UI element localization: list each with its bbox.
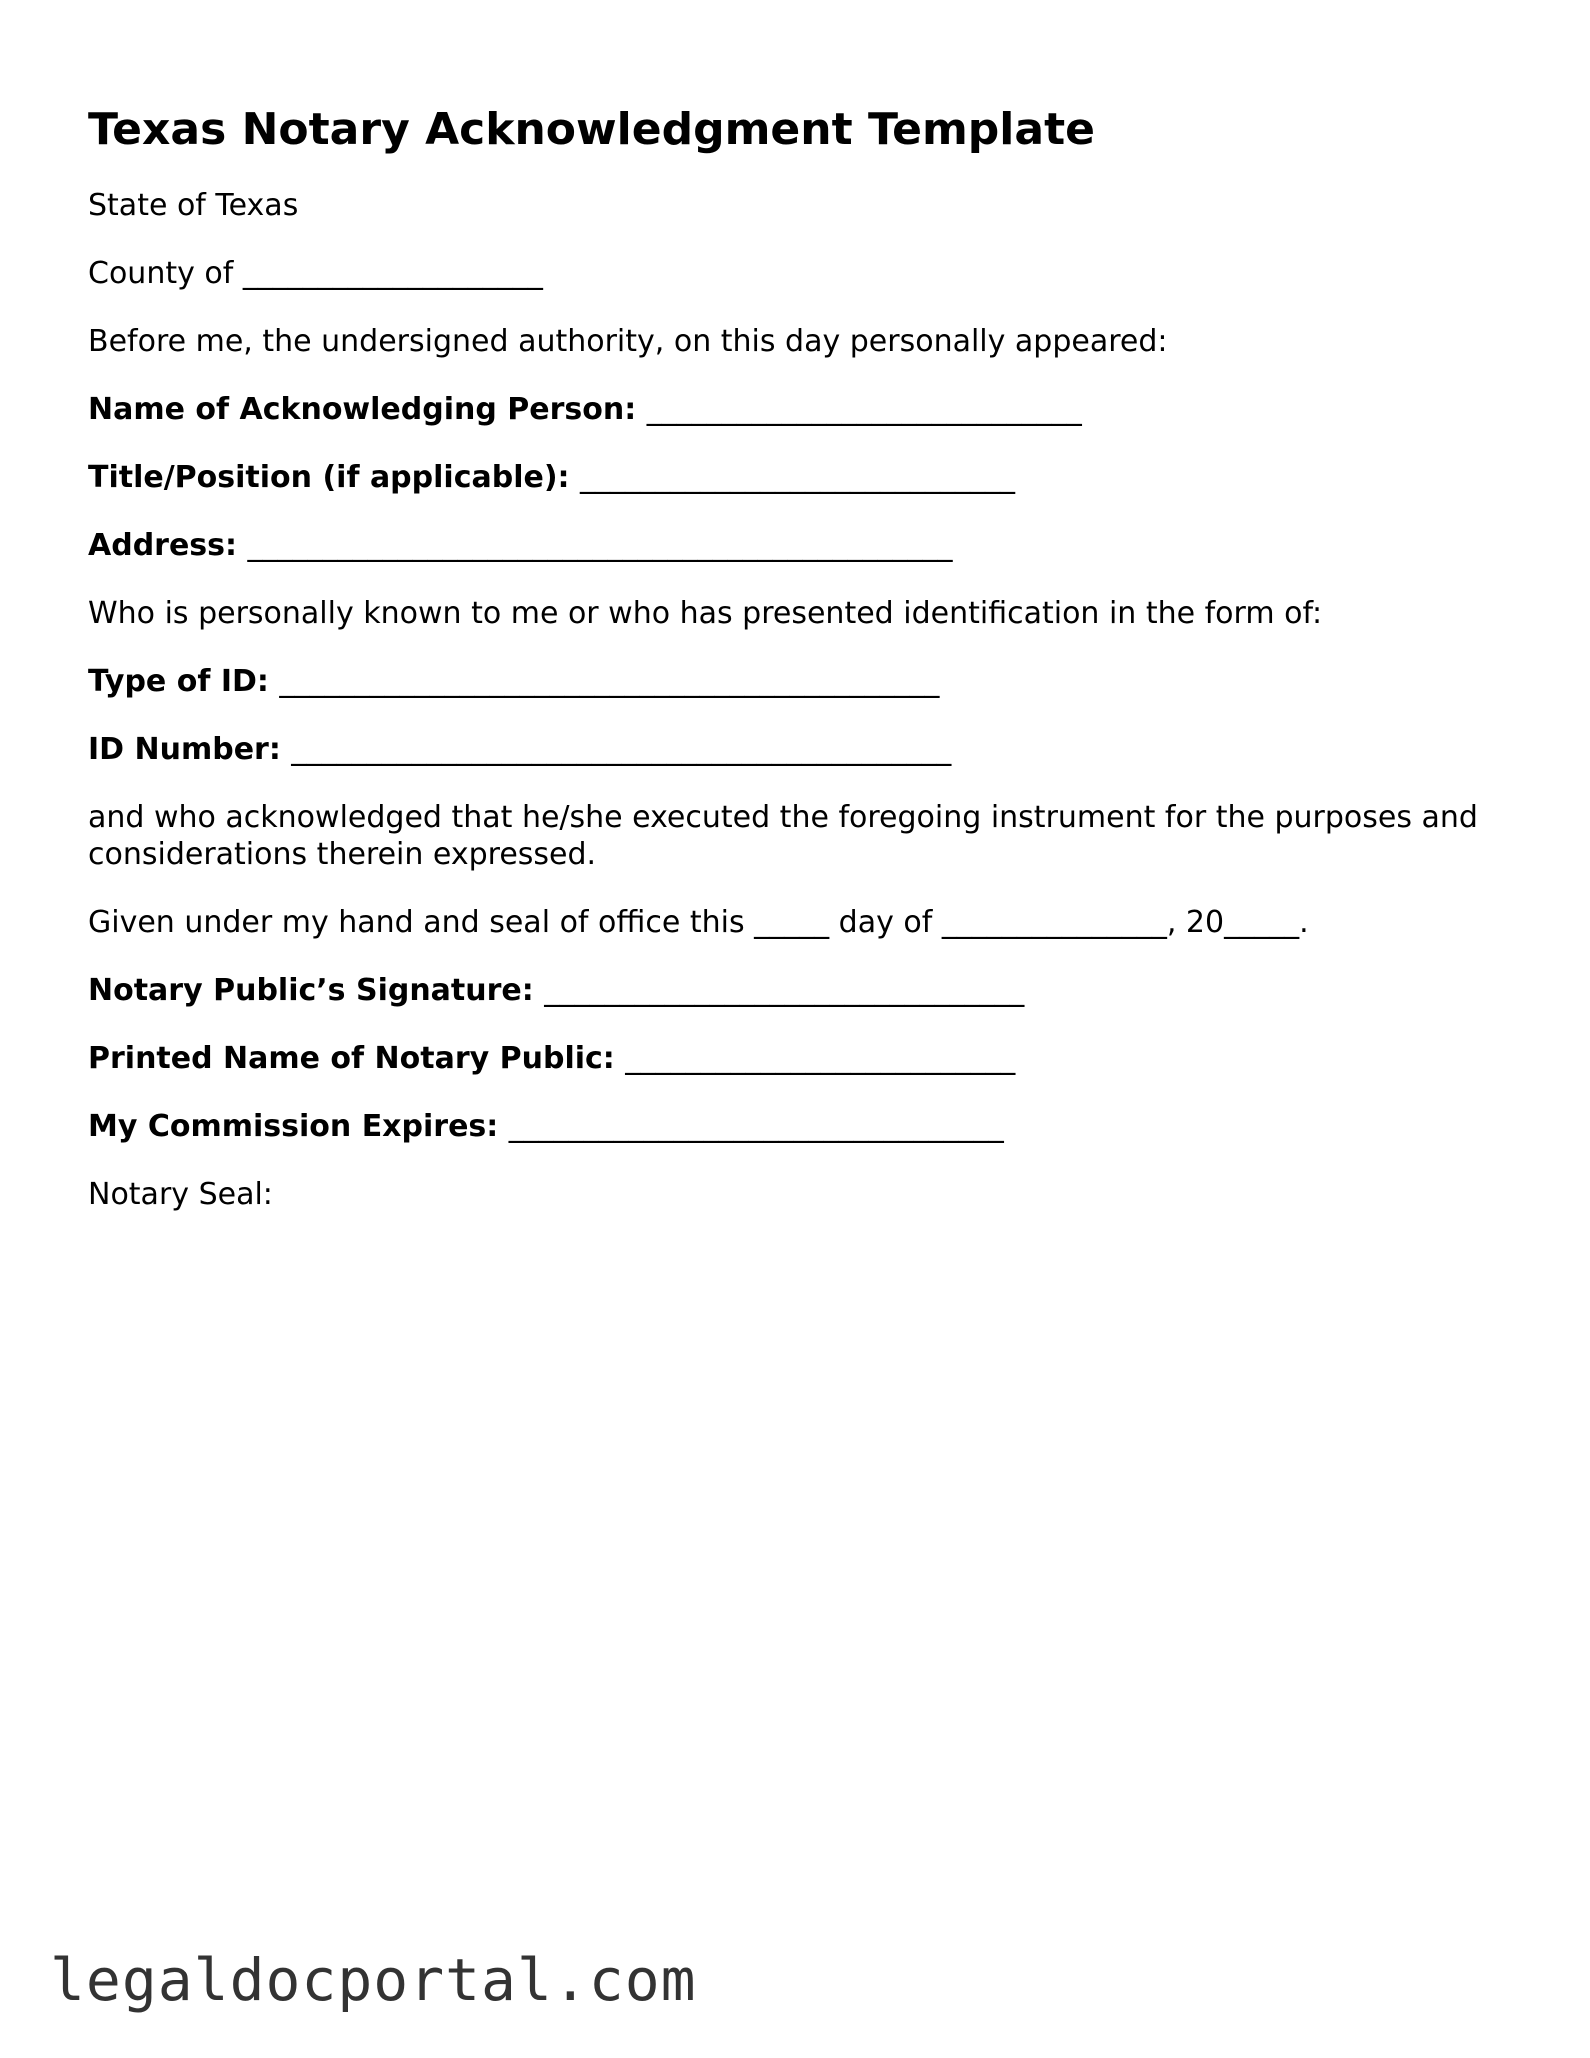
- printed-name-field: [88, 1040, 1508, 1077]
- name-label: Name of Acknowledging Person:: [88, 391, 647, 427]
- printed-name-label: Printed Name of Notary Public:: [88, 1040, 626, 1076]
- commission-label: My Commission Expires:: [88, 1108, 509, 1144]
- id-number-blank[interactable]: ____________________________________________: [291, 731, 952, 767]
- id-number-field: [88, 731, 1508, 768]
- id-type-field: [88, 663, 1508, 700]
- name-field: [88, 391, 1508, 428]
- id-type-label: Type of ID:: [88, 663, 280, 699]
- address-field: [88, 527, 1508, 564]
- address-blank[interactable]: _______________________________________________: [247, 527, 953, 563]
- given-line: Given under my hand and seal of office this _____ day of _______________, 20_____.: [88, 904, 1309, 940]
- id-number-label: ID Number:: [88, 731, 292, 767]
- state-line: State of Texas: [88, 187, 299, 223]
- acknowledged-paragraph: and who acknowledged that he/she executed the foregoing instrument for the purposes and considerations therein expressed.: [88, 799, 1478, 872]
- county-line: County of ____________________: [88, 255, 543, 291]
- name-blank[interactable]: _____________________________: [646, 391, 1082, 427]
- commission-blank[interactable]: _________________________________: [508, 1108, 1004, 1144]
- title-position-label: Title/Position (if applicable):: [88, 459, 580, 495]
- id-type-blank[interactable]: ____________________________________________: [279, 663, 940, 699]
- title-position-field: [88, 459, 1508, 496]
- address-label: Address:: [88, 527, 248, 563]
- document-page: [88, 104, 1508, 1244]
- title-position-blank[interactable]: _____________________________: [579, 459, 1015, 495]
- intro-line: Before me, the undersigned authority, on this day personally appeared:: [88, 323, 1168, 359]
- document-title: Texas Notary Acknowledgment Template: [88, 104, 1095, 155]
- signature-label: Notary Public’s Signature:: [88, 972, 545, 1008]
- commission-field: [88, 1108, 1508, 1145]
- watermark-text: legaldocportal.com: [50, 1946, 697, 2014]
- known-line: Who is personally known to me or who has presented identification in the form of:: [88, 595, 1323, 631]
- signature-field: [88, 972, 1508, 1009]
- notary-seal-line: Notary Seal:: [88, 1176, 273, 1212]
- printed-name-blank[interactable]: __________________________: [625, 1040, 1016, 1076]
- signature-blank[interactable]: ________________________________: [544, 972, 1025, 1008]
